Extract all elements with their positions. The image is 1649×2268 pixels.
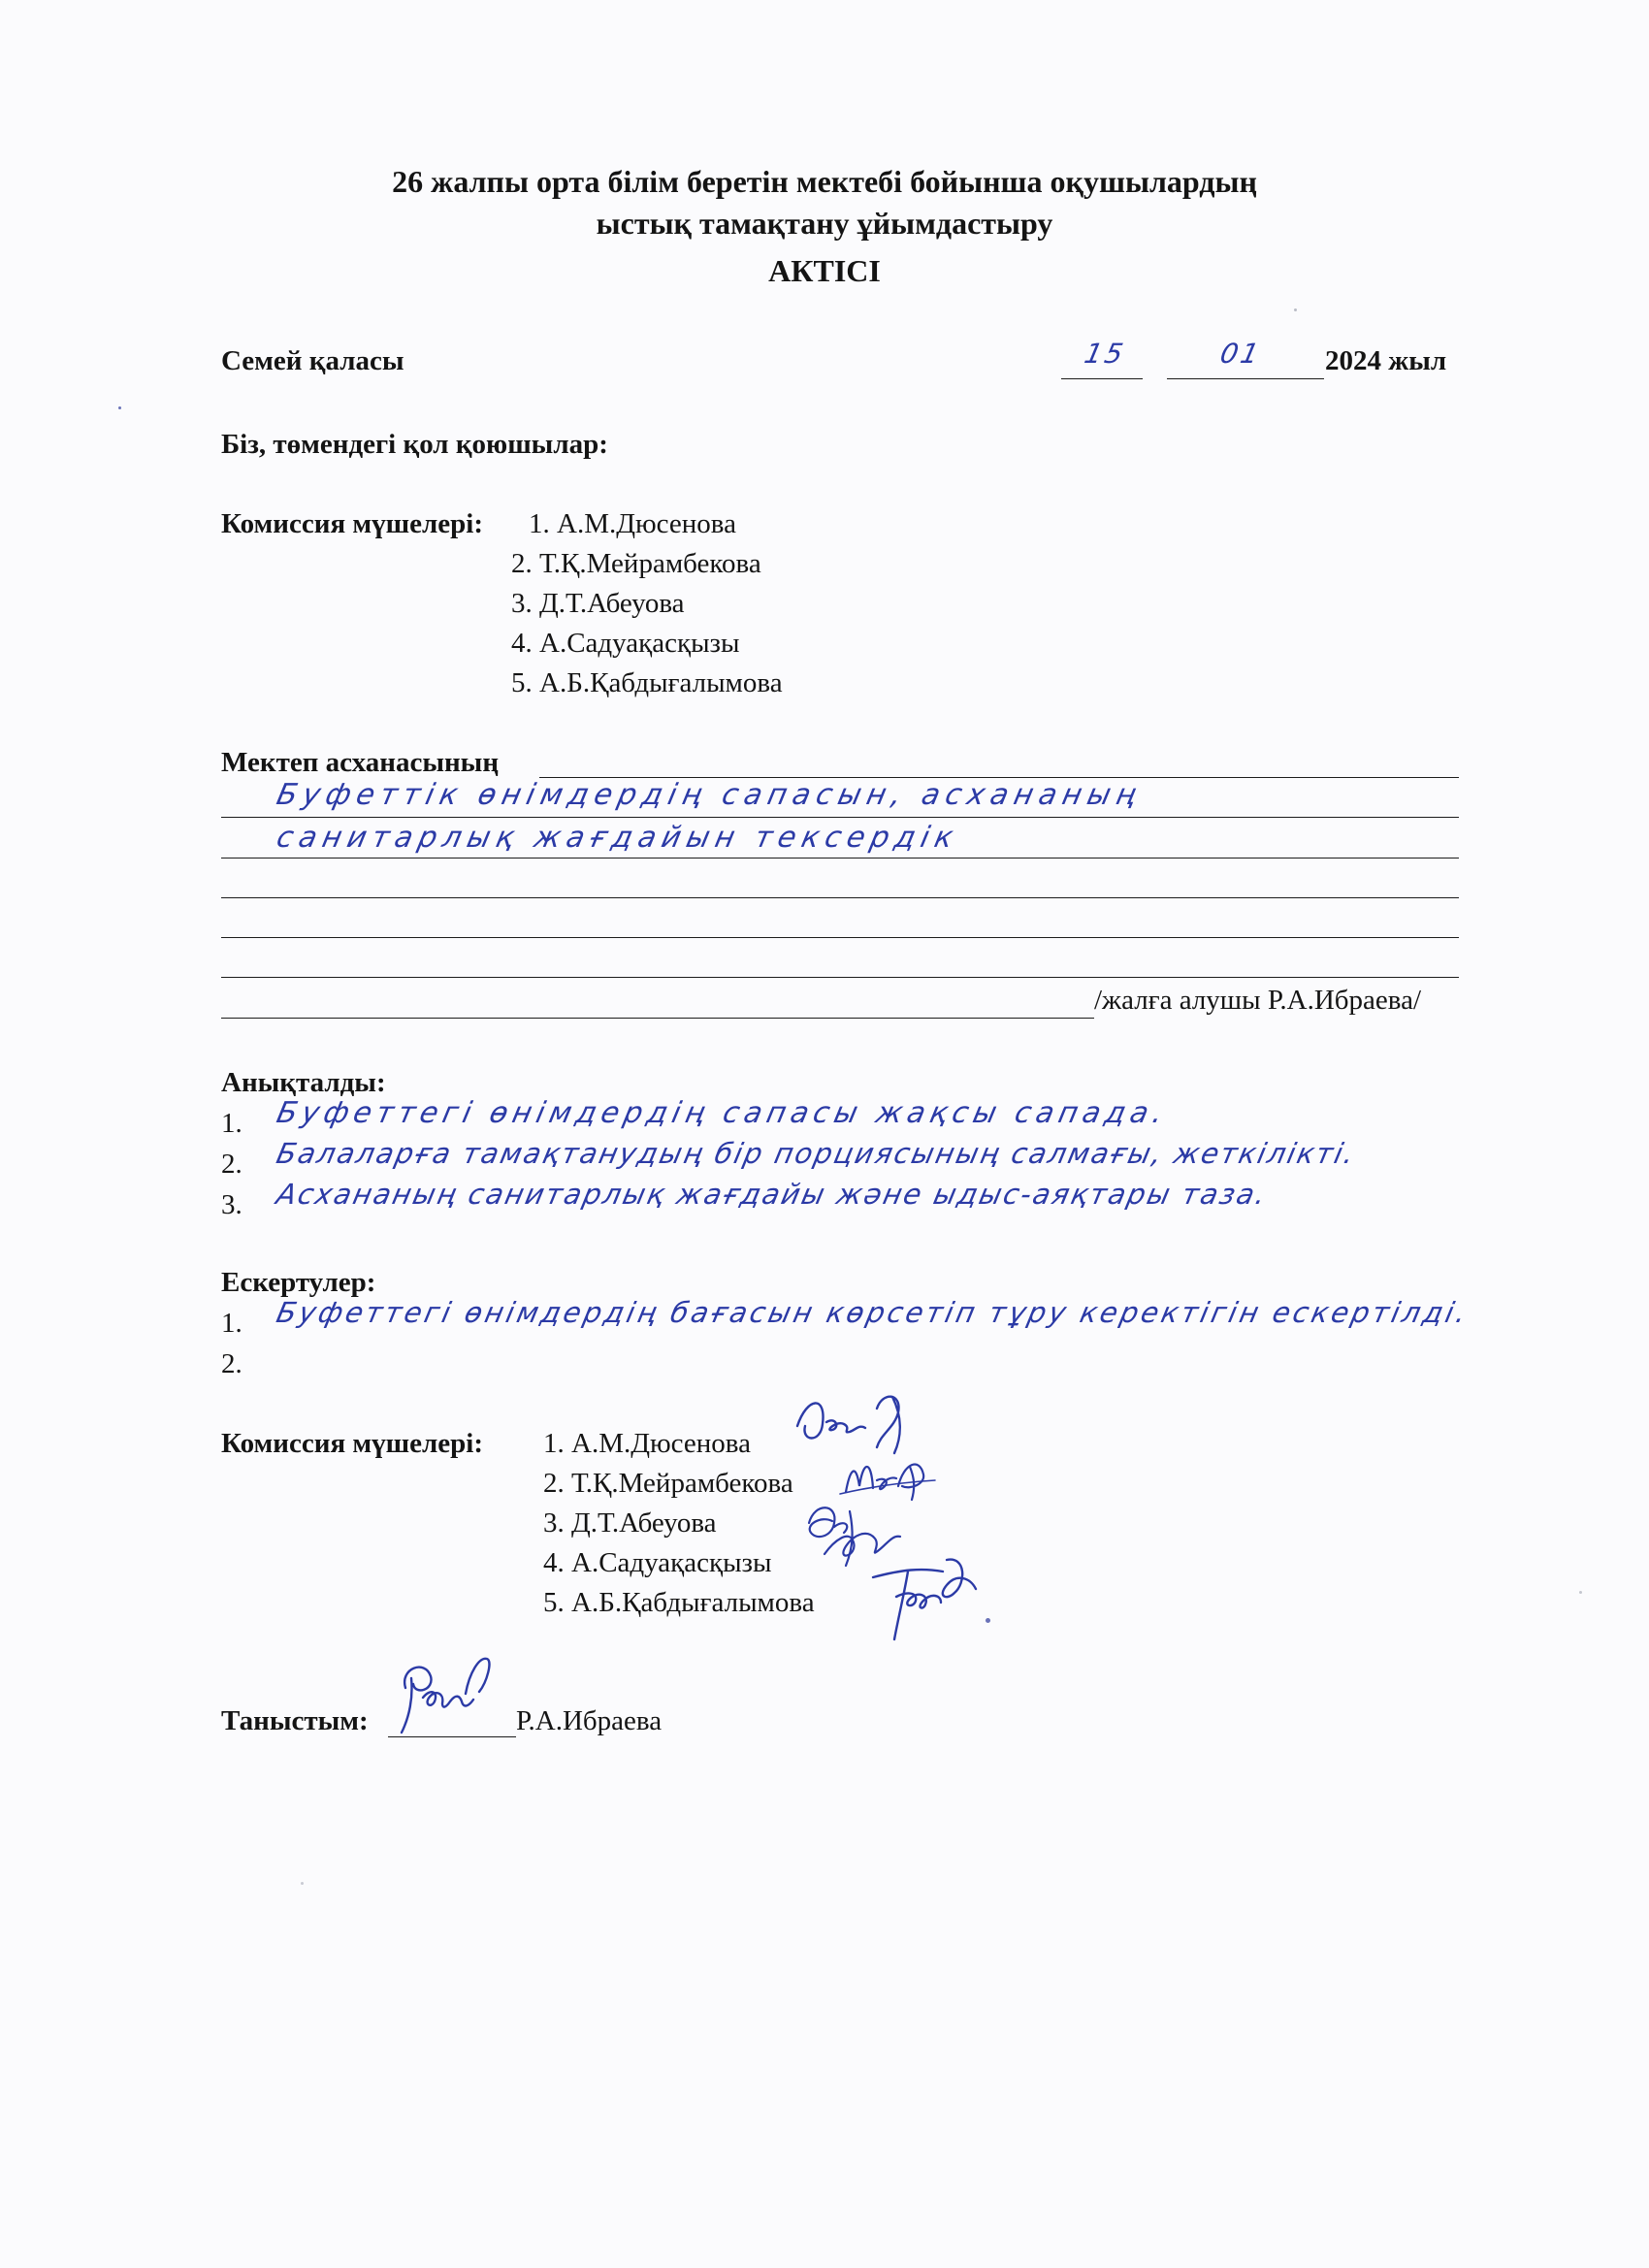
date-year: 2024 жыл xyxy=(1325,345,1447,376)
remark-number-1: 1. xyxy=(221,1308,242,1339)
canteen-line-2 xyxy=(221,858,1459,859)
finding-3: Асхананың санитарлық жағдайы және ыдыс-аяқтары таза. xyxy=(274,1178,1271,1211)
signatory-3: 3. Д.Т.Абеуова xyxy=(543,1507,717,1539)
scan-speck-icon xyxy=(1294,308,1297,311)
title-line-1: 26 жалпы орта білім беретін мектебі бойынша оқушылардың xyxy=(392,164,1257,199)
intro-text: Біз, төмендегі қол қоюшылар: xyxy=(221,429,608,460)
finding-1: Буфеттегі өнімдердің сапасы жақсы сапада. xyxy=(274,1096,1171,1130)
canteen-line-3 xyxy=(221,897,1459,898)
canteen-line-1 xyxy=(221,817,1459,818)
signatory-5: 5. А.Б.Қабдығалымова xyxy=(543,1587,815,1618)
canteen-handwriting-1: Буфеттік өнімдердің сапасын, асхананың xyxy=(274,778,1146,812)
remark-number-2: 2. xyxy=(221,1348,242,1379)
commission-member-5: 5. А.Б.Қабдығалымова xyxy=(511,667,783,698)
finding-number-2: 2. xyxy=(221,1149,242,1180)
signatory-4: 4. А.Садуақасқызы xyxy=(543,1547,772,1578)
finding-number-1: 1. xyxy=(221,1108,242,1139)
canteen-line-5 xyxy=(221,977,1459,978)
commission-member-1: 1. А.М.Дюсенова xyxy=(529,508,736,539)
canteen-label: Мектеп асханасының xyxy=(221,747,500,778)
title-line-3: АКТІСІ xyxy=(768,253,881,288)
date-day-line xyxy=(1061,378,1143,379)
title-line-2: ыстық тамақтану ұйымдастыру xyxy=(596,206,1053,241)
tenant-text: /жалға алушы Р.А.Ибраева/ xyxy=(1094,985,1421,1016)
ink-dot-icon xyxy=(986,1618,990,1623)
finding-number-3: 3. xyxy=(221,1189,242,1220)
signature-5-icon xyxy=(863,1552,1009,1645)
canteen-handwriting-2: санитарлық жағдайын тексердік xyxy=(274,821,962,855)
canteen-line-6 xyxy=(221,1018,1094,1019)
signatory-2: 2. Т.Қ.Мейрамбекова xyxy=(543,1468,793,1499)
finding-2: Балаларға тамақтанудың бір порциясының салмағы, жеткілікті. xyxy=(274,1137,1359,1170)
acquainted-name: Р.А.Ибраева xyxy=(516,1705,663,1736)
findings-label: Анықталды: xyxy=(221,1067,386,1098)
scan-speck-icon xyxy=(118,406,121,409)
scan-speck-icon xyxy=(301,1882,304,1885)
scan-speck-icon xyxy=(1579,1591,1582,1594)
acquainted-label: Таныстым: xyxy=(221,1705,369,1736)
signatory-1: 1. А.М.Дюсенова xyxy=(543,1428,751,1459)
remarks-label: Ескертулер: xyxy=(221,1267,376,1298)
canteen-line-4 xyxy=(221,937,1459,938)
signatures-label: Комиссия мүшелері: xyxy=(221,1428,483,1459)
remark-1: Буфеттегі өнімдердің бағасын көрсетіп тұру керектігін ескертілді. xyxy=(274,1296,1472,1329)
commission-label: Комиссия мүшелері: xyxy=(221,508,483,539)
date-month-line xyxy=(1167,378,1324,379)
place-label: Семей қаласы xyxy=(221,345,404,376)
acquainted-signature-icon xyxy=(384,1649,516,1738)
date-month: 01 xyxy=(1217,338,1265,370)
commission-member-3: 3. Д.Т.Абеуова xyxy=(511,588,685,619)
commission-member-4: 4. А.Садуақасқызы xyxy=(511,628,740,659)
commission-member-2: 2. Т.Қ.Мейрамбекова xyxy=(511,548,761,579)
date-day: 15 xyxy=(1082,338,1129,370)
